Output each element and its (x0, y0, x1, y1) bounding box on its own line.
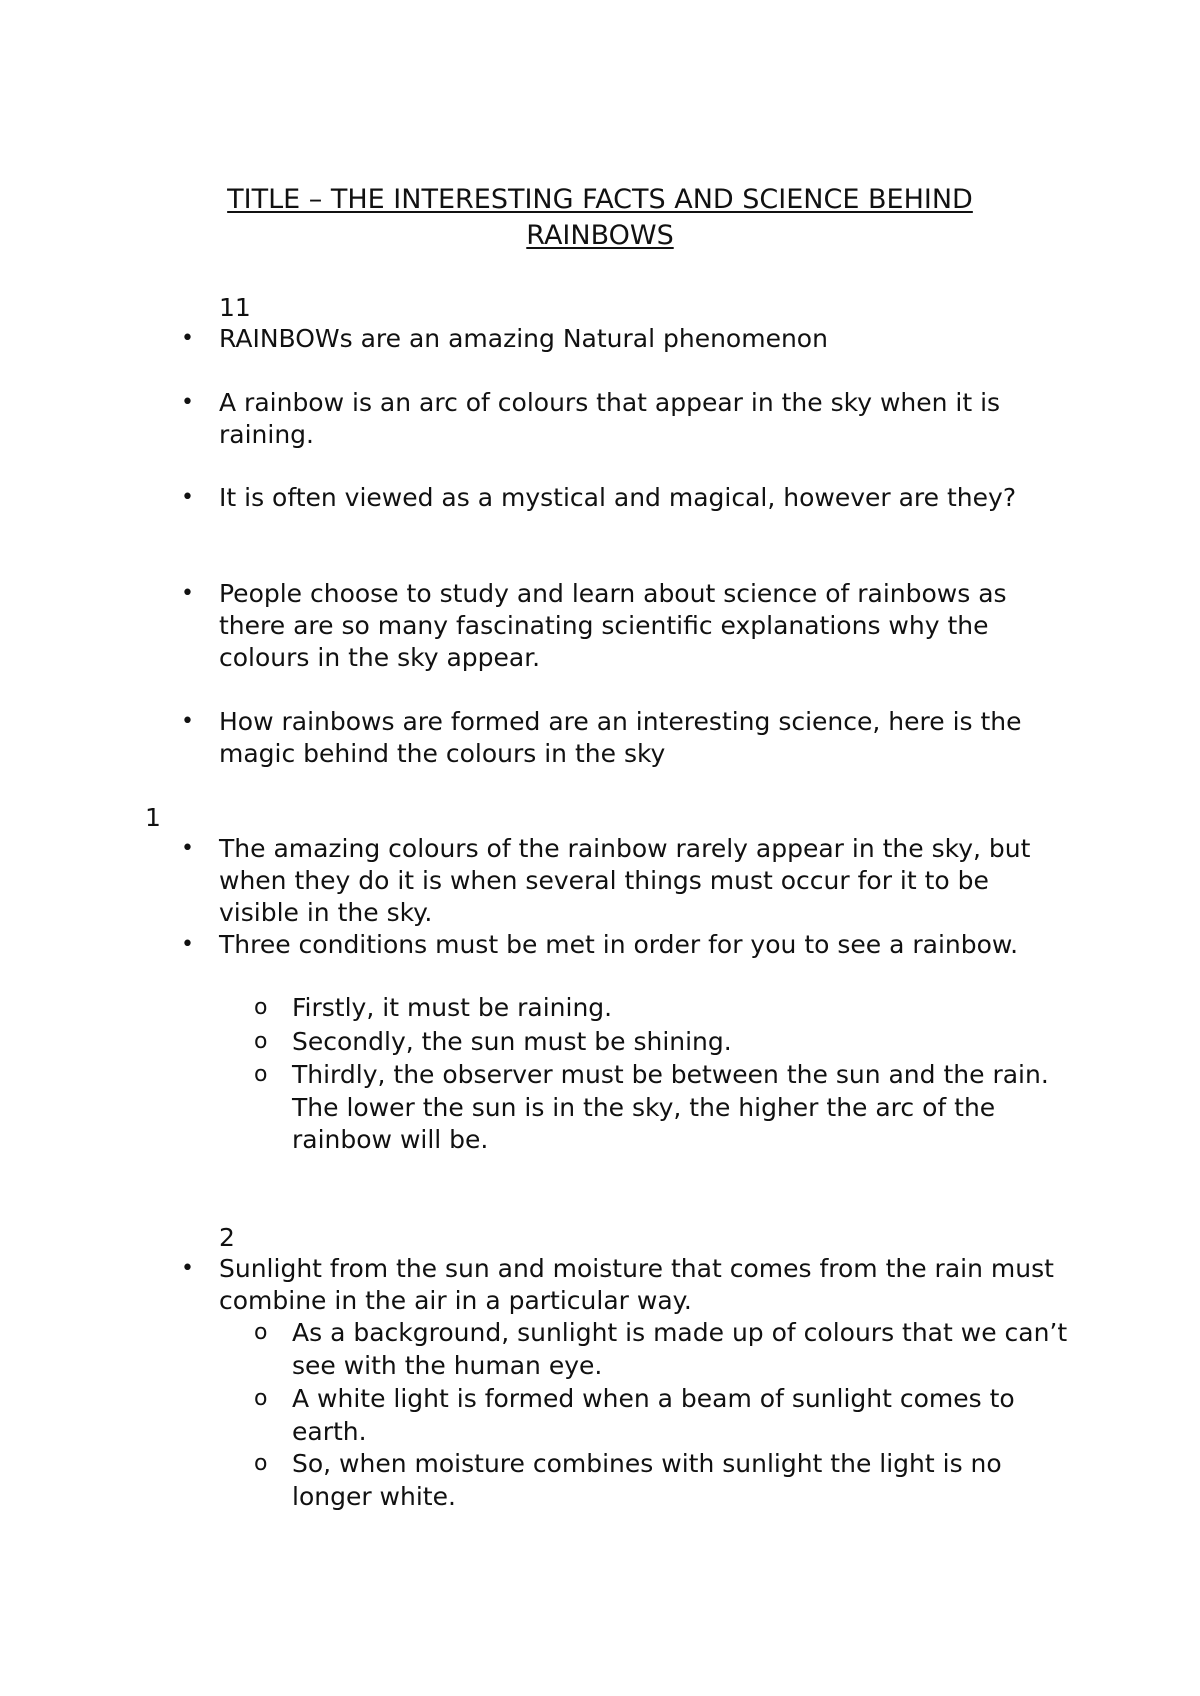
bullet-text: People choose to study and learn about science of rainbows as there are so many fascinating scientific explanations why the colours in the sky appear. (219, 579, 1007, 672)
bullet-marker: • (181, 709, 194, 734)
sub-bullet-marker: o (254, 1320, 268, 1345)
bullet-marker: • (181, 836, 194, 861)
sub-bullet-marker: o (254, 995, 268, 1020)
bullet-text: RAINBOWs are an amazing Natural phenomenon (219, 324, 828, 353)
bullet-marker: • (181, 1256, 194, 1281)
sub-bullet-text: So, when moisture combines with sunlight the light is no longer white. (292, 1449, 1002, 1511)
sub-bullet-text: Secondly, the sun must be shining. (292, 1027, 732, 1056)
bullet-marker: • (181, 485, 194, 510)
title-line-1: TITLE – THE INTERESTING FACTS AND SCIENCE BEHIND (227, 184, 973, 215)
intro-section-number: 11 (219, 293, 251, 322)
bullet-text: How rainbows are formed are an interesting science, here is the magic behind the colours in the sky (219, 707, 1022, 768)
sub-bullet-marker: o (254, 1386, 268, 1411)
bullet-text: A rainbow is an arc of colours that appear in the sky when it is raining. (219, 388, 1001, 449)
sub-bullet-marker: o (254, 1451, 268, 1476)
bullet-marker: • (181, 932, 194, 957)
bullet-text: The amazing colours of the rainbow rarely appear in the sky, but when they do it is when several things must occur for it to be visible in the sky. (219, 834, 1031, 927)
section-1-number: 1 (145, 803, 161, 832)
sub-bullet-marker: o (254, 1062, 268, 1087)
sub-bullet-text: Thirdly, the observer must be between the sun and the rain. The lower the sun is in the sky, the higher the arc of the rainbow will be. (292, 1060, 1049, 1154)
section-2-number: 2 (219, 1223, 235, 1252)
bullet-marker: • (181, 326, 194, 351)
document-title (140, 182, 1060, 254)
bullet-marker: • (181, 581, 194, 606)
sub-bullet-marker: o (254, 1029, 268, 1054)
bullet-marker: • (181, 390, 194, 415)
sub-bullet-text: A white light is formed when a beam of sunlight comes to earth. (292, 1384, 1015, 1446)
title-line-2: RAINBOWS (526, 220, 674, 251)
bullet-text: Three conditions must be met in order for you to see a rainbow. (219, 930, 1019, 959)
sub-bullet-text: As a background, sunlight is made up of colours that we can’t see with the human eye. (292, 1318, 1068, 1380)
sub-bullet-text: Firstly, it must be raining. (292, 993, 613, 1022)
bullet-text: It is often viewed as a mystical and magical, however are they? (219, 483, 1017, 512)
bullet-text: Sunlight from the sun and moisture that comes from the rain must combine in the air in a particular way. (219, 1254, 1054, 1315)
